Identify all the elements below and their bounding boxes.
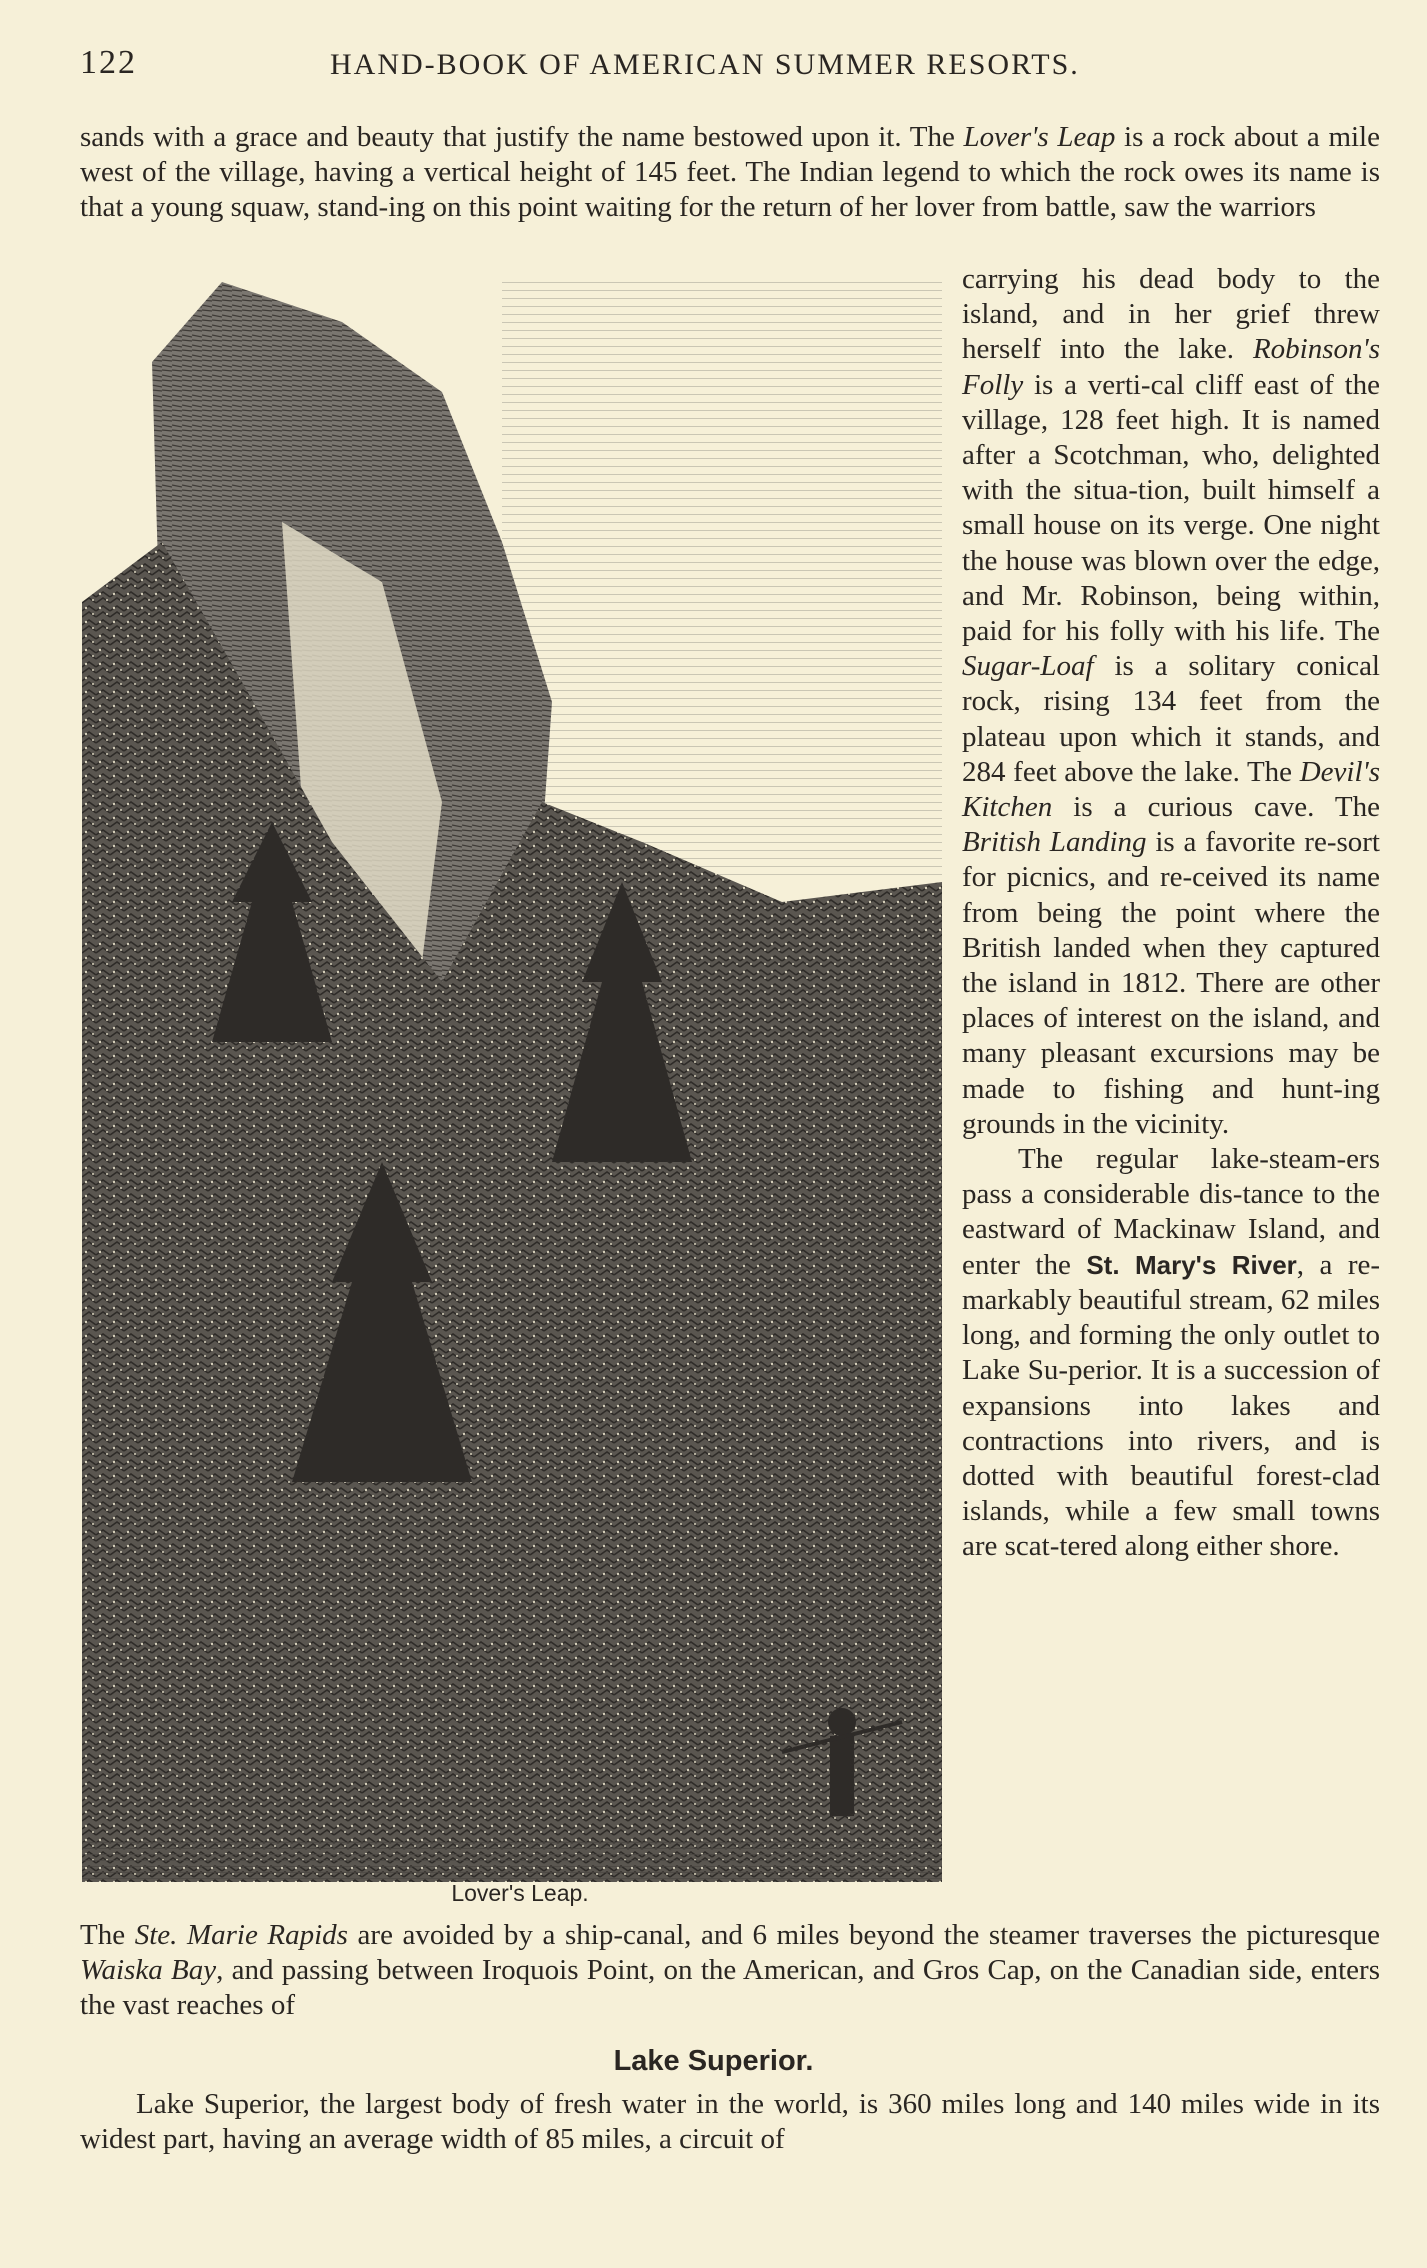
robinsons-folly-term: Robinson's Folly	[962, 333, 1380, 401]
ste-marie-rapids-term: Ste. Marie Rapids	[134, 1919, 348, 1951]
section-heading: Lake Superior.	[613, 2045, 814, 2077]
lovers-leap-term: Lover's Leap	[963, 121, 1116, 153]
side-column	[962, 262, 1380, 1565]
side-text-e: is a favorite re-sort for picnics, and re-ceived its name from being the point where the British landed when they captured the island in 1812. There are other places of interest on the island, and many pleasant excursions may be made to fishing and hunt-ing grounds in the vicinity.	[962, 826, 1380, 1140]
intro-paragraph	[80, 120, 1380, 226]
lake-superior-text: Lake Superior, the largest body of fresh water in the world, is 360 miles long and 140 miles wide in its widest part, having an average width of 85 miles, a circuit of	[80, 2088, 1380, 2156]
side-text-a: carrying his dead body to the island, and in her grief threw herself into the lake.	[962, 263, 1380, 366]
british-landing-term: British Landing	[962, 826, 1147, 859]
rapids-text-b: are avoided by a ship-canal, and 6 miles beyond the steamer traverses the picturesque	[347, 1919, 1381, 1951]
st-marys-river-term: St. Mary's River	[1086, 1249, 1297, 1280]
sugar-loaf-term: Sugar-Loaf	[962, 650, 1094, 683]
lovers-leap-engraving	[82, 282, 942, 1882]
running-title: HAND-BOOK OF AMERICAN SUMMER RESORTS.	[330, 48, 1080, 81]
intro-text-a: sands with a grace and beauty that justify the name bestowed upon it. The	[80, 121, 964, 153]
side-text-f: The regular lake-steam-ers pass a considerable dis-tance to the eastward of Mackinaw Island, and enter the	[962, 1143, 1380, 1281]
figure-caption: Lover's Leap.	[451, 1880, 589, 1906]
side-text-b: is a verti-cal cliff east of the village, 128 feet high. It is named after a Scotchman, who, delighted with the situa-tion, built himself a small house on its verge. One night the house was blown over the edge, and Mr. Robinson, being within, paid for his folly with his life. The	[962, 368, 1380, 648]
intro-text-b: is a rock about a mile west of the village, having a vertical height of 145 feet. The Indian legend to which the rock owes its name is that a young squaw, stand-ing on this point waiting for the return of her lover from battle, saw the warriors	[80, 121, 1380, 224]
side-text-d: is a curious cave. The	[1052, 791, 1380, 824]
devils-kitchen-term: Devil's Kitchen	[962, 755, 1380, 824]
page-number: 122	[80, 44, 137, 81]
rapids-text-c: , and passing between Iroquois Point, on the American, and Gros Cap, on the Canadian side, enters the vast reaches of	[80, 1954, 1380, 2022]
side-text-g: , a re-markably beautiful stream, 62 miles long, and forming the only outlet to Lake Su-perior. It is a succession of expansions into lakes and contractions into rivers, and is dotted with beautiful forest-clad islands, while a few small towns are scat-tered along either shore.	[962, 1248, 1381, 1563]
side-text-c: is a solitary conical rock, rising 134 feet from the plateau upon which it stands, and 284 feet above the lake. The	[962, 650, 1380, 788]
waiska-bay-term: Waiska Bay	[80, 1954, 217, 1987]
lake-superior-paragraph	[80, 2087, 1380, 2157]
running-head	[80, 44, 1380, 94]
rapids-text-a: The	[80, 1919, 135, 1951]
rapids-paragraph	[80, 1918, 1380, 2024]
